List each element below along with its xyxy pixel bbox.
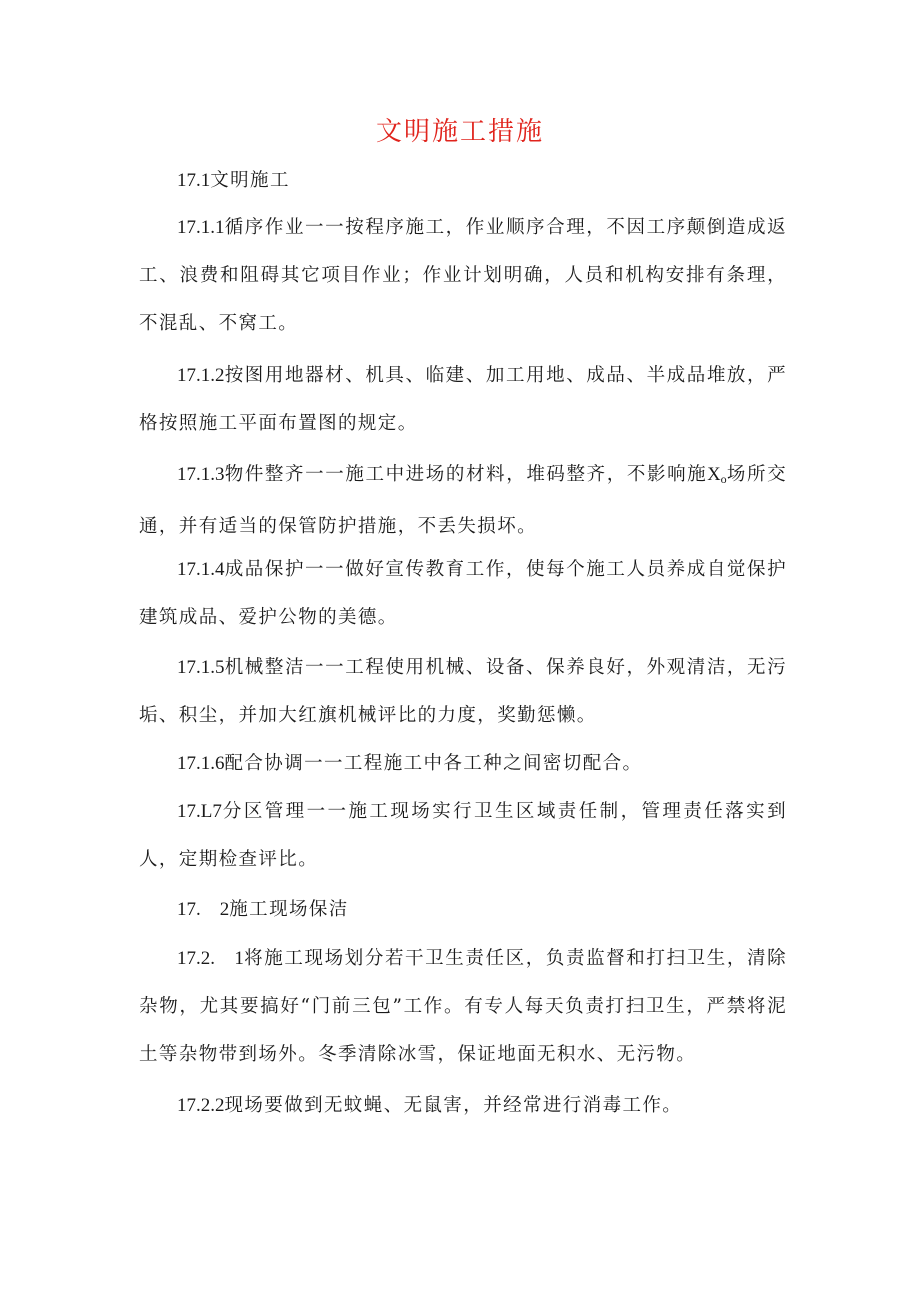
paragraph-17-1-7 <box>139 788 787 884</box>
paragraph-text-after: 场所交通，并有适当的保管防护措施，不丢失损坏。 <box>139 464 787 537</box>
section-heading-17-2 <box>139 886 787 934</box>
paragraph-17-1-2 <box>139 352 787 448</box>
paragraph-17-1-6 <box>139 740 787 788</box>
section-text: 文明施工 <box>210 170 290 191</box>
section-heading-17-1 <box>139 157 787 205</box>
paragraph-number: 17.1.3 <box>177 464 225 485</box>
paragraph-text: 配合协调一一工程施工中各工种之间密切配合。 <box>224 753 643 774</box>
paragraph-number: 17.L7 <box>177 801 222 822</box>
paragraph-17-1-4 <box>139 546 787 642</box>
paragraph-number: 17.1.5 <box>177 657 225 678</box>
section-text: 施工现场保洁 <box>229 899 349 920</box>
paragraph-text-before: 物件整齐一一施工中进场的材料，堆码整齐，不影响施 <box>224 464 708 485</box>
paragraph-number: 17.1.1 <box>177 217 225 238</box>
paragraph-17-2-1 <box>139 935 787 1079</box>
paragraph-number: 17.1.2 <box>177 365 225 386</box>
special-subscript: o <box>720 472 727 486</box>
paragraph-text: 成品保护一一做好宣传教育工作，使每个施工人员养成自觉保护建筑成品、爱护公物的美德。 <box>139 559 787 628</box>
document-title: 文明施工措施 <box>375 117 544 147</box>
section-number: 17. 2 <box>177 899 230 920</box>
paragraph-17-1-3 <box>139 451 787 551</box>
special-letter: X <box>707 465 721 485</box>
paragraph-number: 17.2. 1 <box>177 948 244 969</box>
paragraph-text: 将施工现场划分若干卫生责任区，负责监督和打扫卫生，清除杂物，尤其要搞好“门前三包”工作。有专人每天负责打扫卫生，严禁将泥土等杂物带到场外。冬季清除冰雪，保证地面无积水、无污物。 <box>139 948 787 1065</box>
paragraph-17-1-5 <box>139 644 787 740</box>
paragraph-number: 17.1.4 <box>177 559 225 580</box>
paragraph-number: 17.1.6 <box>177 753 225 774</box>
paragraph-text: 分区管理一一施工现场实行卫生区域责任制，管理责任落实到人，定期检查评比。 <box>139 801 787 870</box>
paragraph-17-1-1 <box>139 204 787 348</box>
paragraph-17-2-2 <box>139 1082 787 1130</box>
paragraph-text: 按图用地器材、机具、临建、加工用地、成品、半成品堆放，严格按照施工平面布置图的规定。 <box>139 365 787 434</box>
paragraph-number: 17.2.2 <box>177 1095 225 1116</box>
paragraph-text: 现场要做到无蚊蝇、无鼠害，并经常进行消毒工作。 <box>224 1095 683 1116</box>
paragraph-text: 循序作业一一按程序施工，作业顺序合理，不因工序颠倒造成返工、浪费和阻碍其它项目作业；作业计划明确，人员和机构安排有条理，不混乱、不窝工。 <box>139 217 787 334</box>
section-number: 17.1 <box>177 170 211 191</box>
paragraph-text: 机械整洁一一工程使用机械、设备、保养良好，外观清洁，无污垢、积尘，并加大红旗机械评比的力度，奖勤惩懒。 <box>139 657 787 726</box>
